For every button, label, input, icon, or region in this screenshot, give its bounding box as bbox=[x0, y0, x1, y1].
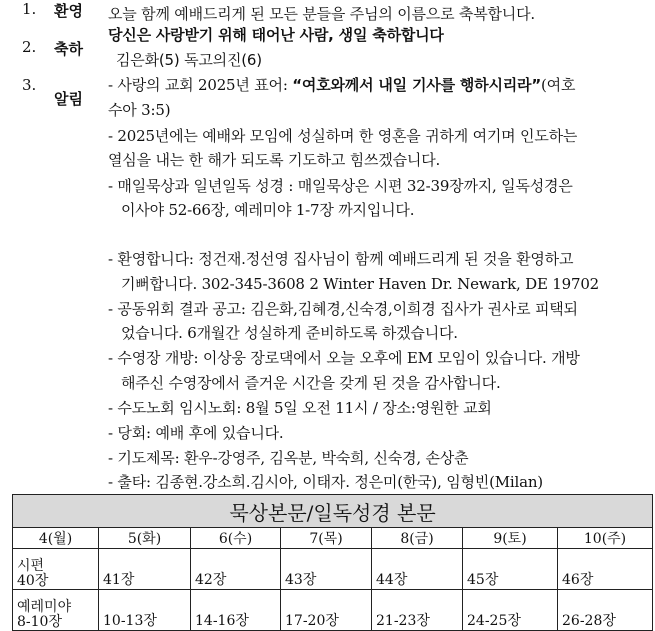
table-cell: 44장 bbox=[372, 549, 463, 590]
notice-motto-verse: “여호와께서 내일 기사를 행하시리라” bbox=[292, 76, 542, 94]
table-cell: 46장 bbox=[558, 549, 653, 590]
section-number: 1. bbox=[22, 0, 37, 18]
day-header: 6(수) bbox=[191, 528, 281, 549]
section-title-welcome: 환영 bbox=[54, 2, 83, 20]
table-cell: 45장 bbox=[463, 549, 558, 590]
notice-newcomer: - 환영합니다: 정건재.정선영 집사님이 함께 예배드리게 된 것을 환영하고 bbox=[108, 250, 574, 268]
reading-table bbox=[12, 494, 653, 631]
notice-newcomer-cont: 기뻐합니다. 302-345-3608 2 Winter Haven Dr. Newark, DE 19702 bbox=[121, 275, 600, 293]
table-cell: 21-23장 bbox=[372, 590, 463, 631]
day-header: 7(목) bbox=[281, 528, 372, 549]
table-cell: 43장 bbox=[281, 549, 372, 590]
notice-year-goal-cont: 열심을 내는 한 해가 되도록 기도하고 힘쓰겠습니다. bbox=[108, 151, 441, 169]
notice-travel: - 출타: 김종현.강소희.김시아, 이태자. 정은미(한국), 임형빈(Milan) bbox=[108, 473, 543, 491]
section-title-congrats: 축하 bbox=[54, 40, 83, 58]
notice-pool-cont: 해주신 수영장에서 즐거운 시간을 갖게 된 것을 감사합니다. bbox=[121, 374, 501, 392]
section-title-notices: 알림 bbox=[54, 90, 83, 108]
table-cell: 10-13장 bbox=[99, 590, 191, 631]
notice-prayer: - 기도제목: 환우-강영주, 김옥분, 박숙희, 신숙경, 손상춘 bbox=[108, 449, 469, 467]
birthday-names: 김은화(5) 독고의진(6) bbox=[116, 51, 262, 69]
notice-motto-prefix: - 사랑의 교회 2025년 표어: bbox=[108, 76, 293, 94]
notice-election-cont: 었습니다. 6개월간 성실하게 준비하도록 하겠습니다. bbox=[121, 324, 458, 342]
table-cell: 41장 bbox=[99, 549, 191, 590]
table-row bbox=[13, 590, 653, 631]
reading-table-title: 묵상본문/일독성경 본문 bbox=[13, 495, 653, 528]
row-range: 40장 bbox=[17, 573, 49, 589]
notice-daily-reading-cont: 이사야 52-66장, 예레미야 1-7장 까지입니다. bbox=[121, 201, 415, 219]
table-cell: 17-20장 bbox=[281, 590, 372, 631]
day-header: 4(월) bbox=[13, 528, 99, 549]
row-label bbox=[13, 549, 99, 590]
notice-motto-suffix: (여호 bbox=[541, 76, 576, 94]
notice-presbytery: - 수도노회 임시노회: 8월 5일 오전 11시 / 장소:영원한 교회 bbox=[108, 399, 492, 417]
notice-daily-reading: - 매일묵상과 일년일독 성경 : 매일묵상은 시편 32-39장까지, 일독성경은 bbox=[108, 177, 573, 195]
welcome-text: 오늘 함께 예배드리게 된 모든 분들을 주님의 이름으로 축복합니다. bbox=[108, 5, 535, 23]
notice-pool: - 수영장 개방: 이상웅 장로댁에서 오늘 오후에 EM 모임이 있습니다. 개방 bbox=[108, 349, 580, 367]
day-header: 10(주) bbox=[558, 528, 653, 549]
row-book: 예레미야 bbox=[17, 599, 72, 615]
notice-motto-ref: 수아 3:5) bbox=[108, 101, 171, 119]
day-header: 8(금) bbox=[372, 528, 463, 549]
row-book: 시편 bbox=[17, 558, 45, 574]
day-header: 5(화) bbox=[99, 528, 191, 549]
birthday-message: 당신은 사랑받기 위해 태어난 사람, 생일 축하합니다 bbox=[108, 26, 444, 44]
row-label bbox=[13, 590, 99, 631]
section-number: 2. bbox=[22, 38, 37, 56]
notice-election: - 공동위회 결과 공고: 김은화,김혜경,신숙경,이희경 집사가 권사로 피택되 bbox=[108, 300, 578, 318]
table-cell: 24-25장 bbox=[463, 590, 558, 631]
table-cell: 14-16장 bbox=[191, 590, 281, 631]
day-header: 9(토) bbox=[463, 528, 558, 549]
table-row bbox=[13, 549, 653, 590]
notice-session: - 당회: 예배 후에 있습니다. bbox=[108, 424, 284, 442]
table-cell: 26-28장 bbox=[558, 590, 653, 631]
row-range: 8-10장 bbox=[17, 614, 62, 630]
table-cell: 42장 bbox=[191, 549, 281, 590]
notice-motto bbox=[108, 74, 575, 95]
notice-year-goal: - 2025년에는 예배와 모임에 성실하며 한 영혼을 귀하게 여기며 인도하는 bbox=[108, 127, 578, 145]
section-number: 3. bbox=[22, 76, 37, 94]
